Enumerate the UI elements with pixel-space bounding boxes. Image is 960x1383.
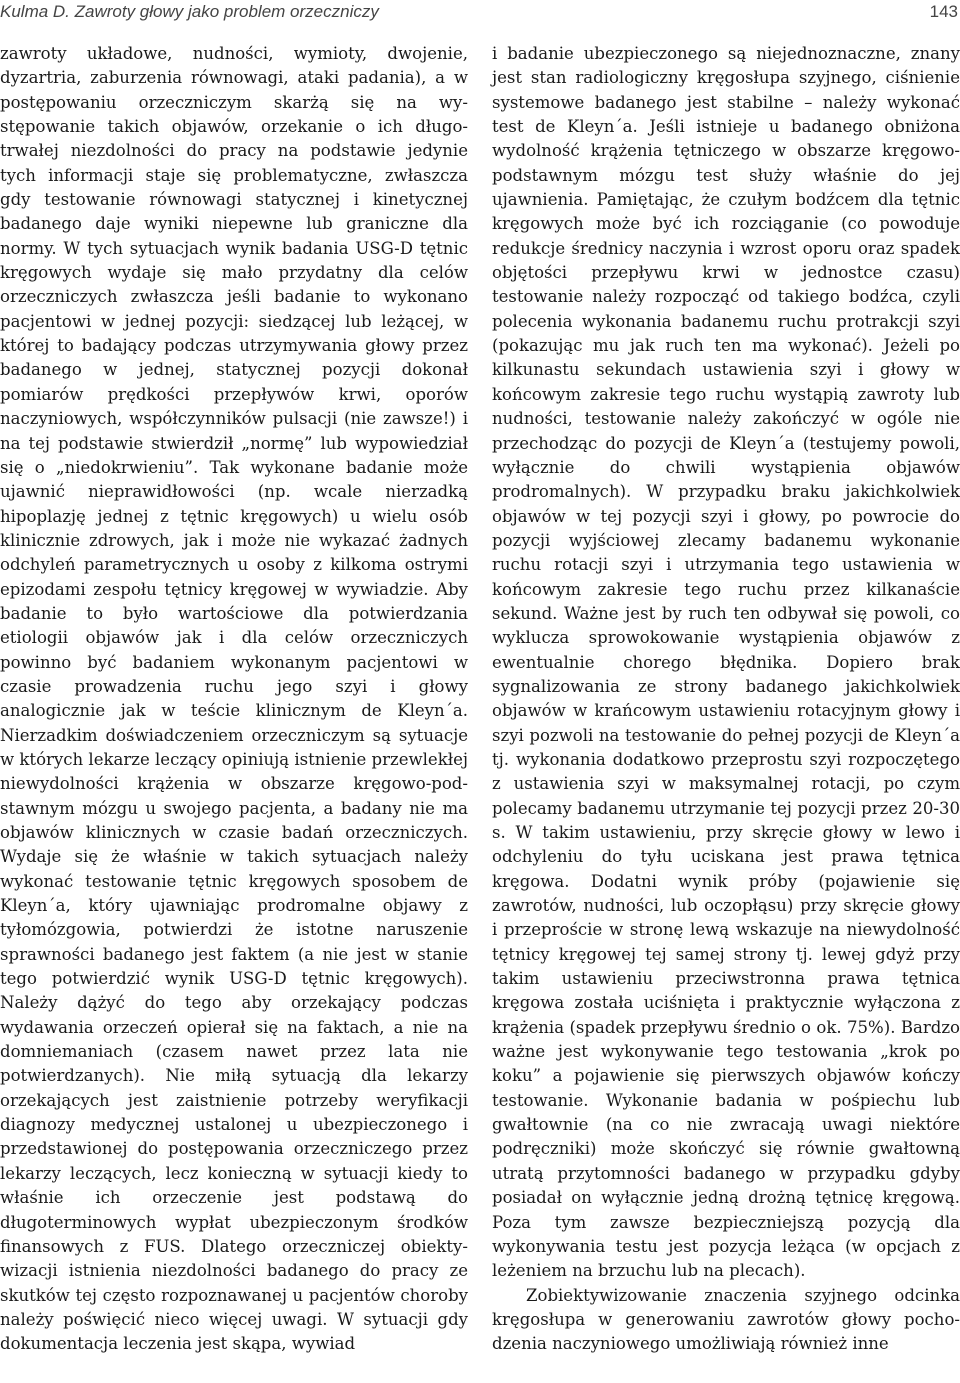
body-paragraph: i badanie ubezpieczonego są niejednoznaczne, znany jest stan radiologiczny kręgosłupa szyjnego, ciśnienie systemowe badanego jest stabilne – należy wykonać test de Kleyn´a. Jeśli istnieje u badanego obniżona wydolność krążenia tętniczego w obszarze kręgowo-podstawnym mózgu test służy właśnie do jej ujawnienia. Pamiętając, że czułym bodźcem dla tętnic kręgowych może być ich rozciąganie (co powoduje redukcje średnicy naczynia i wzrost oporu oraz spadek objętości przepływu krwi w jednostce czasu) testowanie należy rozpocząć od takiego bodźca, czyli polecenia wykonania badanemu ruchu protrakcji szyi (pokazując mu jak ruch ten ma wykonać). Jeżeli po kilkunastu sekundach ustawienia szyi i głowy w końcowym zakresie tego ruchu wystąpią zawroty lub nudności, testowanie należy zakończyć w ogóle nie przechodząc do pozycji de Kleyn´a (testujemy powoli, wyłącznie do chwili wystąpienia objawów prodromalnych). W przypadku braku jakichkolwiek objawów w tej pozycji szyi i głowy, po powrocie do pozycji wyjściowej zlecamy badanemu wykonanie ruchu rotacji szyi i utrzymania tego ustawienia w końcowym zakresie tego ruchu przez kilkanaście sekund. Ważne jest by ruch ten odbywał się powoli, co wyklucza sprowokowanie wystąpienia objawów z ewentualnie chorego błędnika. Dopiero brak sygnalizowania ze strony badanego jakichkolwiek objawów w krańcowym ustawieniu rotacyjnym głowy i szyi pozwoli na testowanie do pełnej pozycji de Kleyn´a tj. wykonania dodatkowo przeprostu szyi rozpoczętego z ustawienia szyi w maksymalnej rotacji, po czym polecamy badanemu utrzymanie tej pozycji przez 20-30 s. W takim ustawieniu, przy skręcie głowy w lewo i odchyleniu do tyłu uciskana jest prawa tętnica kręgowa. Dodatni wynik próby (pojawienie się zawrotów, nudności, lub oczopłąsu) przy skręcie głowy i przeproście w stronę lewą wskazuje na niewydolność tętnicy kręgowej tej samej strony tj. lewej gdyż przy takim ustawieniu przeciwstronna prawa tętnica kręgowa została uciśnięta i praktycznie wyłączona z krążenia (spadek przepływu średnio o ok. 75%). Bardzo ważne jest wykonywanie tego testowania „krok po koku” a pojawienie się pierwszych objawów kończy testowanie. Wykonanie badania w pośpiechu lub gwałtownie (na co nie zwracają uwagi niektóre podręczniki) może skończyć się równie gwałtowną utratą przytomności badanego w przypadku gdyby posiadał on wyłącznie jedną drożną tętnicę kręgową. Poza tym zawsze bezpieczniejszą pozycją dla wykonywania testu jest pozycja leżąca (w opcjach z leżeniem na brzuchu lub na plecach).: [492, 44, 960, 1281]
page-number: 143: [929, 2, 958, 21]
text-column-left: [0, 42, 468, 1357]
running-head-author-title: Kulma D. Zawroty głowy jako problem orzeczniczy: [0, 2, 379, 21]
body-paragraph: zawroty układowe, nudności, wymioty, dwojenie, dyzartria, zaburzenia równowagi, ataki padania), a w postępowaniu orzeczniczym skarżą się na występowanie takich objawów, orzekanie o ich długotrwałej niezdolności do pracy na podstawie jedynie tych informacji staje się problematyczne, zwłaszcza gdy testowanie równowagi statycznej i kinetycznej badanego daje wyniki niepewne lub graniczne dla normy. W tych sytuacjach wynik badania USG-D tętnic kręgowych wydaje się mało przydatny dla celów orzeczniczych zwłaszcza jeśli badanie to wykonano pacjentowi w jednej pozycji: siedzącej lub leżącej, w której to badający podczas utrzymywania głowy przez badanego w jednej, statycznej pozycji dokonał pomiarów prędkości przepływów krwi, oporów naczyniowych, współczynników pulsacji (nie zawsze!) i na tej podstawie stwierdził „normę” lub wypowiedział się o „niedokrwieniu”. Tak wykonane badanie może ujawnić nieprawidłowości (np. wcale nierzadką hipoplazję jednej z tętnic kręgowych) u wielu osób klinicznie zdrowych, jak i może nie wykazać żadnych odchyleń parametrycznych u osoby z kilkoma ostrymi epizodami zespołu tętnicy kręgowej w wywiadzie. Aby badanie to było wartościowe dla potwierdzania etiologii objawów jak i dla celów orzeczniczych powinno być badaniem wykonanym pacjentowi w czasie prowadzenia ruchu jego szyi i głowy analogicznie jak w teście klinicznym de Kleyn´a. Nierzadkim doświadczeniem orzeczniczym są sytuacje w których lekarze leczący opiniują istnienie przewlekłej niewydolności krążenia w obszarze kręgowo-podstawnym mózgu u swojego pacjenta, a badany nie ma objawów klinicznych w czasie badań orzeczniczych. Wydaje się że właśnie w takich sytuacjach należy wykonać testowanie tętnic kręgowych sposobem de Kleyn´a, który ujawniając prodromalne objawy z tyłomózgowia, potwierdzi że istotne naruszenie sprawności badanego jest faktem (a nie jest w stanie tego potwierdzić wynik USG-D tętnic kręgowych). Należy dążyć do tego aby orzekający podczas wydawania orzeczeń opierał się na faktach, a nie na domniemaniach (czasem nawet przez lata nie potwierdzanych). Nie miłą sytuacją dla lekarzy orzekających jest zaistnienie potrzeby weryfikacji diagnozy medycznej ustalonej u ubezpieczonego i przedstawionej do postępowania orzeczniczego przez lekarzy leczących, lecz konieczną w sytuacji kiedy to właśnie ich orzeczenie jest podstawą do długoterminowych wypłat ubezpieczonym środków finansowych z FUS. Dlatego orzeczniczej obiektywizacji istnienia niezdolności badanego do pracy ze skutków tej często rozpoznawanej u pacjentów choroby należy poświęcić nieco więcej uwagi. W sytuacji gdy dokumentacja leczenia jest skąpa, wywiad: [0, 44, 468, 1354]
running-head: [0, 0, 960, 26]
text-column-right: [492, 42, 960, 1357]
body-paragraph: Zobiektywizowanie znaczenia szyjnego odcinka kręgosłupa w generowaniu zawrotów głowy pochodzenia naczyniowego umożliwiają również inne: [492, 1285, 960, 1354]
